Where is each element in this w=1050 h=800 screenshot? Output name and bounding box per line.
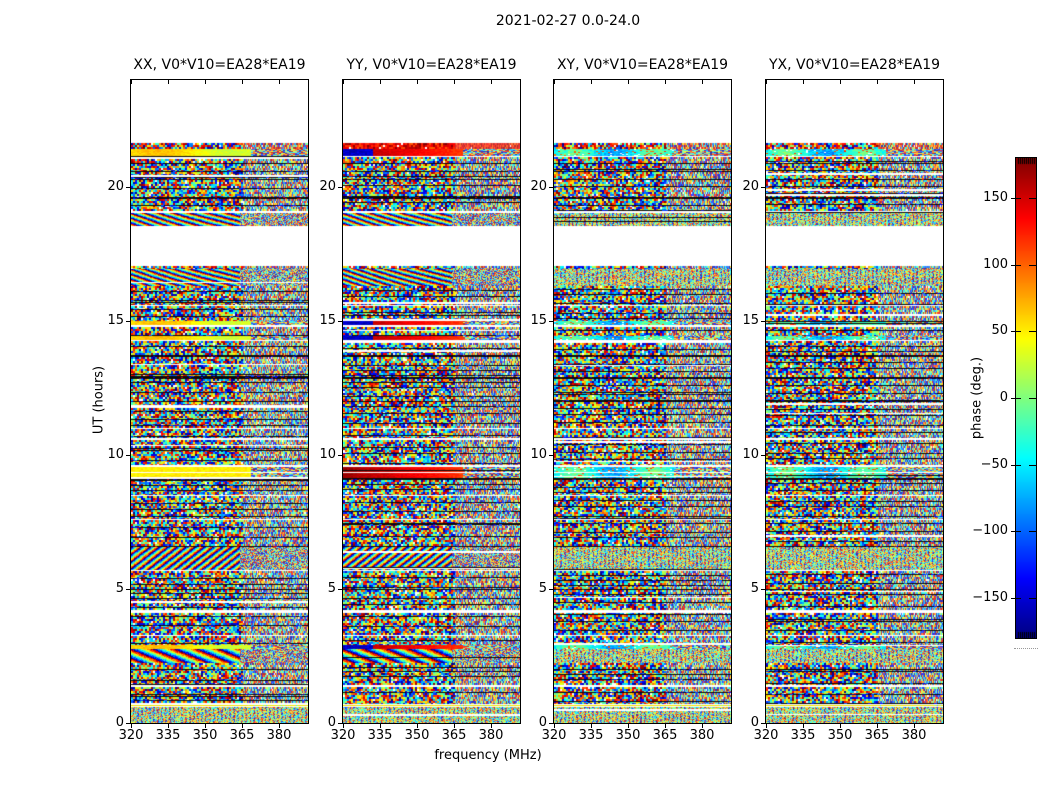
tick-mark (549, 321, 553, 322)
y-tick-label: 15 (107, 313, 124, 328)
tick-mark (417, 80, 418, 84)
y-tick-label: 20 (530, 179, 547, 194)
tick-mark (126, 321, 130, 322)
y-tick-label: 10 (107, 447, 124, 462)
x-tick-label: 350 (615, 728, 641, 743)
colorbar-tick-label: 50 (991, 323, 1008, 338)
y-tick-label: 15 (319, 313, 336, 328)
x-tick-label: 320 (753, 728, 779, 743)
tick-mark (549, 187, 553, 188)
colorbar-tick-mark (1029, 398, 1036, 399)
y-tick-label: 15 (742, 313, 759, 328)
tick-mark (380, 80, 381, 84)
y-tick-label: 10 (530, 447, 547, 462)
colorbar-tick-mark (1029, 331, 1036, 332)
colorbar-end-dots (1014, 648, 1038, 649)
panel-yx-heatmap (766, 80, 943, 723)
colorbar-tick-label: −150 (972, 590, 1008, 605)
x-tick-label: 380 (901, 728, 927, 743)
tick-mark (126, 589, 130, 590)
colorbar-tick-mark (1029, 198, 1036, 199)
tick-mark (803, 80, 804, 84)
tick-mark (131, 80, 132, 84)
tick-mark (761, 455, 765, 456)
panel-xy (553, 57, 732, 724)
figure-title: 2021-02-27 0.0-24.0 (495, 13, 641, 29)
tick-mark (126, 187, 130, 188)
y-tick-label: 5 (750, 581, 759, 596)
tick-mark (242, 80, 243, 84)
y-tick-label: 10 (319, 447, 336, 462)
panel-yy-title: YY, V0*V10=EA28*EA19 (346, 57, 517, 73)
x-tick-label: 335 (367, 728, 393, 743)
colorbar-tick-mark (1029, 531, 1036, 532)
y-tick-label: 10 (742, 447, 759, 462)
colorbar-tick-mark (1011, 331, 1021, 332)
x-axis-label: frequency (MHz) (434, 748, 542, 763)
x-tick-label: 380 (266, 728, 292, 743)
tick-mark (549, 589, 553, 590)
tick-mark (761, 589, 765, 590)
tick-mark (338, 187, 342, 188)
tick-mark (168, 80, 169, 84)
colorbar-tick-mark (1011, 398, 1021, 399)
panel-yx (765, 57, 944, 724)
colorbar-tick-mark (1011, 265, 1021, 266)
colorbar-tick-mark (1011, 198, 1021, 199)
panel-yy (342, 57, 521, 724)
y-tick-label: 0 (327, 715, 336, 730)
tick-mark (761, 321, 765, 322)
y-tick-label: 0 (750, 715, 759, 730)
x-tick-label: 365 (441, 728, 467, 743)
y-tick-label: 20 (107, 179, 124, 194)
x-tick-label: 320 (541, 728, 567, 743)
y-tick-label: 5 (115, 581, 124, 596)
colorbar-tick-mark (1011, 465, 1021, 466)
x-tick-label: 350 (404, 728, 430, 743)
tick-mark (840, 80, 841, 84)
tick-mark (766, 80, 767, 84)
tick-mark (761, 723, 765, 724)
x-tick-label: 380 (478, 728, 504, 743)
colorbar-tick-mark (1029, 265, 1036, 266)
y-axis-label: UT (hours) (91, 365, 107, 435)
x-tick-label: 365 (652, 728, 678, 743)
colorbar-tick-label: −100 (972, 523, 1008, 538)
tick-mark (205, 80, 206, 84)
tick-mark (877, 80, 878, 84)
tick-mark (549, 455, 553, 456)
tick-mark (914, 80, 915, 84)
x-tick-label: 335 (578, 728, 604, 743)
tick-mark (761, 187, 765, 188)
x-tick-label: 350 (827, 728, 853, 743)
x-tick-label: 335 (790, 728, 816, 743)
colorbar-label: phase (deg.) (969, 356, 985, 440)
y-tick-label: 15 (530, 313, 547, 328)
colorbar-tick-mark (1011, 598, 1021, 599)
tick-mark (454, 80, 455, 84)
colorbar-tick-label: 100 (983, 257, 1008, 272)
x-tick-label: 350 (192, 728, 218, 743)
x-tick-label: 320 (330, 728, 356, 743)
tick-mark (338, 321, 342, 322)
x-tick-label: 380 (689, 728, 715, 743)
tick-mark (338, 455, 342, 456)
tick-mark (665, 80, 666, 84)
tick-mark (338, 589, 342, 590)
tick-mark (702, 80, 703, 84)
tick-mark (338, 723, 342, 724)
panel-xx-title: XX, V0*V10=EA28*EA19 (133, 57, 306, 73)
x-tick-label: 335 (155, 728, 181, 743)
panel-yx-title: YX, V0*V10=EA28*EA19 (768, 57, 941, 73)
y-tick-label: 5 (327, 581, 336, 596)
panel-yy-heatmap (343, 80, 520, 723)
colorbar-tick-label: 0 (999, 390, 1008, 405)
y-tick-label: 0 (538, 715, 547, 730)
panel-xy-title: XY, V0*V10=EA28*EA19 (556, 57, 729, 73)
tick-mark (554, 80, 555, 84)
colorbar-tick-mark (1029, 465, 1036, 466)
colorbar-tick-mark (1011, 531, 1021, 532)
panel-xx-heatmap (131, 80, 308, 723)
panel-xx (130, 57, 309, 724)
panel-xy-heatmap (554, 80, 731, 723)
tick-mark (628, 80, 629, 84)
y-tick-label: 20 (319, 179, 336, 194)
x-tick-label: 365 (229, 728, 255, 743)
tick-mark (549, 723, 553, 724)
x-tick-label: 320 (118, 728, 144, 743)
tick-mark (591, 80, 592, 84)
colorbar-tick-mark (1029, 598, 1036, 599)
tick-mark (126, 723, 130, 724)
x-tick-label: 365 (864, 728, 890, 743)
y-tick-label: 20 (742, 179, 759, 194)
y-tick-label: 5 (538, 581, 547, 596)
colorbar-tick-label: −50 (980, 457, 1008, 472)
tick-mark (126, 455, 130, 456)
tick-mark (491, 80, 492, 84)
tick-mark (343, 80, 344, 84)
y-tick-label: 0 (115, 715, 124, 730)
tick-mark (279, 80, 280, 84)
colorbar-tick-label: 150 (983, 190, 1008, 205)
